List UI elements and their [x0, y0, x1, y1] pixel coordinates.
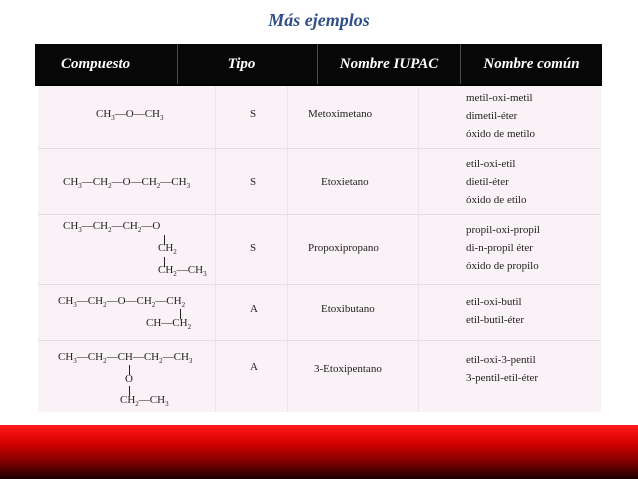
comun-cell: etil-oxi-etil dietil-éter óxido de etilo — [466, 158, 527, 206]
header-tipo: Tipo — [178, 44, 318, 84]
comun-cell: etil-oxi-3-pentil 3-pentil-etil-éter — [466, 354, 539, 384]
formula: O — [125, 373, 133, 385]
formula: $CH_3—CH_2—CH_2—O$ — [63, 220, 161, 234]
table-row — [38, 214, 601, 285]
footer-gradient-bar — [0, 425, 638, 479]
table-row — [38, 284, 601, 341]
formula: $CH_3—O—CH_3$ — [96, 108, 164, 122]
comun-cell: etil-oxi-butil etil-butil-éter — [466, 296, 525, 326]
formula: $CH—CH_2$ — [146, 317, 192, 331]
comun-cell: metil-oxi-metil dimetil-éter óxido de metilo — [466, 92, 536, 140]
tipo-cell: S — [250, 108, 257, 120]
formula: $CH_2—CH_3$ — [120, 394, 169, 408]
iupac-cell: 3-Etoxipentano — [314, 363, 382, 375]
table-row — [38, 86, 601, 148]
slide-title: Más ejemplos — [268, 10, 370, 30]
tipo-cell: A — [250, 361, 258, 373]
header-compuesto: Compuesto — [35, 44, 178, 84]
table-row — [38, 148, 601, 215]
ethers-table — [38, 86, 601, 412]
tipo-cell: A — [250, 303, 258, 315]
iupac-cell: Etoxibutano — [321, 303, 375, 315]
tipo-cell: S — [250, 176, 257, 188]
iupac-cell: Metoximetano — [308, 108, 373, 120]
table-row — [38, 340, 601, 413]
header-nombre-comun: Nombre común — [483, 56, 580, 72]
iupac-cell: Etoxietano — [321, 176, 369, 188]
header-nombre-iupac: Nombre IUPAC — [318, 44, 461, 84]
formula: $CH_3—CH_2—O—CH_2—CH_2$ — [58, 295, 186, 309]
formula: $CH_3—CH_2—CH—CH_2—CH_3$ — [58, 351, 193, 365]
tipo-cell: S — [250, 242, 257, 254]
formula: $CH_2$ — [158, 242, 177, 256]
iupac-cell: Propoxipropano — [308, 242, 379, 254]
table-header — [35, 44, 602, 86]
formula: $CH_2—CH_3$ — [158, 264, 207, 278]
comun-cell: propil-oxi-propil di-n-propil éter óxido de propilo — [466, 224, 540, 272]
formula: $CH_3—CH_2—O—CH_2—CH_3$ — [63, 176, 191, 190]
